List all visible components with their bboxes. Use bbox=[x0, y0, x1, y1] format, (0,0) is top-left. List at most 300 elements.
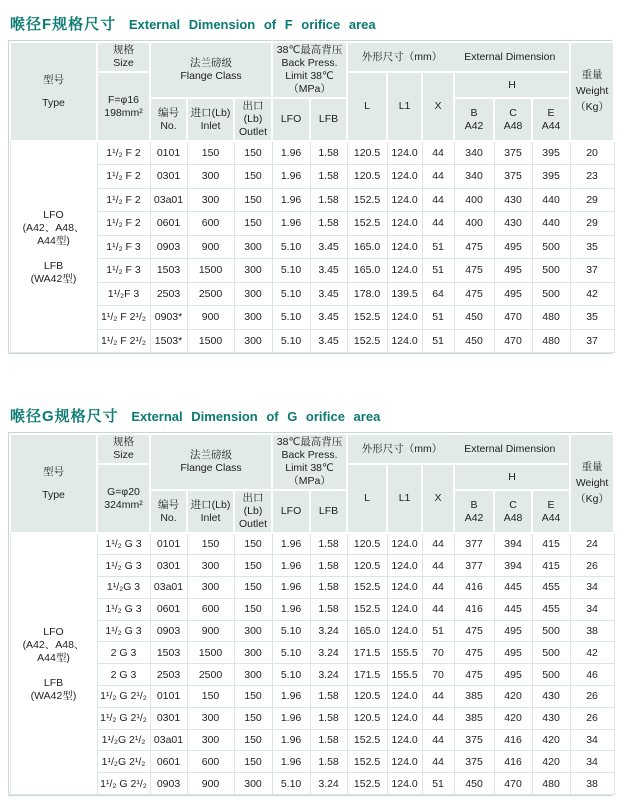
col-header-size bbox=[97, 42, 150, 72]
spec-cell: 150 bbox=[234, 577, 272, 599]
spec-cell: 400 bbox=[454, 188, 494, 212]
spec-cell: 900 bbox=[187, 620, 234, 642]
weight-unit-label: （Kg） bbox=[575, 101, 609, 113]
size-cell: 1¹/₂ F 2 bbox=[97, 141, 150, 165]
spec-cell: 1.58 bbox=[310, 555, 347, 577]
spec-cell: 120.5 bbox=[347, 686, 387, 708]
spec-cell: 495 bbox=[494, 235, 532, 259]
spec-cell: 44 bbox=[422, 188, 454, 212]
spec-cell: 150 bbox=[234, 707, 272, 729]
spec-row bbox=[10, 773, 614, 795]
spec-cell: 124.0 bbox=[387, 620, 422, 642]
spec-cell: 44 bbox=[422, 686, 454, 708]
spec-cell: 470 bbox=[494, 329, 532, 353]
spec-cell: 0601 bbox=[150, 751, 187, 773]
col-header-l: L bbox=[347, 464, 387, 533]
spec-cell: 900 bbox=[187, 773, 234, 795]
spec-cell: 03a01 bbox=[150, 577, 187, 599]
b-sub-label: A42 bbox=[464, 511, 484, 524]
size-value-line1: F=φ16 bbox=[107, 93, 140, 106]
spec-cell: 416 bbox=[494, 751, 532, 773]
flange-label-en: Flange Class bbox=[180, 70, 242, 82]
spec-cell: 495 bbox=[494, 282, 532, 306]
spec-cell: 2503 bbox=[150, 282, 187, 306]
dims-label-en: External Dimension bbox=[464, 50, 556, 63]
spec-cell: 300 bbox=[187, 165, 234, 189]
col-header-l: L bbox=[347, 72, 387, 141]
size-cell: 1¹/₂ F 2 bbox=[97, 188, 150, 212]
spec-cell: 2500 bbox=[187, 282, 234, 306]
spec-cell: 124.0 bbox=[387, 212, 422, 236]
spec-cell: 1.96 bbox=[272, 555, 310, 577]
spec-cell: 35 bbox=[570, 306, 614, 330]
spec-cell: 124.0 bbox=[387, 686, 422, 708]
backpress-line: Limit 38℃ bbox=[285, 70, 334, 82]
spec-row bbox=[10, 686, 614, 708]
spec-cell: 34 bbox=[570, 598, 614, 620]
type-cell bbox=[10, 141, 97, 353]
spec-cell: 124.0 bbox=[387, 577, 422, 599]
spec-cell: 416 bbox=[454, 577, 494, 599]
spec-cell: 420 bbox=[494, 707, 532, 729]
spec-cell: 152.5 bbox=[347, 306, 387, 330]
f-orifice-table-wrap bbox=[8, 40, 612, 354]
spec-cell: 37 bbox=[570, 329, 614, 353]
size-label-zh: 规格 bbox=[113, 44, 134, 56]
spec-cell: 120.5 bbox=[347, 533, 387, 555]
spec-cell: 5.10 bbox=[272, 664, 310, 686]
type-label: LFO (A42、A48、 A44型) bbox=[22, 208, 85, 247]
size-cell: 1¹/₂ G 3 bbox=[97, 620, 150, 642]
spec-cell: 34 bbox=[570, 729, 614, 751]
no-label-en: No. bbox=[160, 511, 177, 524]
spec-cell: 455 bbox=[532, 598, 570, 620]
spec-row bbox=[10, 729, 614, 751]
col-header-inlet bbox=[187, 98, 234, 141]
spec-cell: 0301 bbox=[150, 555, 187, 577]
spec-cell: 500 bbox=[532, 620, 570, 642]
spec-cell: 450 bbox=[454, 773, 494, 795]
spec-cell: 0601 bbox=[150, 212, 187, 236]
col-header-l1: L1 bbox=[387, 72, 422, 141]
col-header-lfb: LFB bbox=[310, 98, 347, 141]
section-title-zh: 喉径G规格尺寸 bbox=[10, 408, 119, 425]
spec-cell: 150 bbox=[234, 598, 272, 620]
spec-cell: 1.58 bbox=[310, 212, 347, 236]
spec-cell: 165.0 bbox=[347, 235, 387, 259]
type-label-en: Type bbox=[42, 488, 65, 501]
col-header-no bbox=[150, 490, 187, 533]
inlet-label-en: Inlet bbox=[200, 119, 221, 132]
spec-cell: 44 bbox=[422, 212, 454, 236]
spec-cell: 300 bbox=[234, 642, 272, 664]
col-header-x: X bbox=[422, 72, 454, 141]
size-label-en: Size bbox=[113, 449, 134, 461]
spec-cell: 0903 bbox=[150, 620, 187, 642]
flange-label-zh: 法兰磅级 bbox=[190, 57, 233, 69]
spec-row bbox=[10, 533, 614, 555]
col-header-external-dimension bbox=[347, 434, 570, 464]
g-orifice-table bbox=[9, 433, 615, 795]
col-header-b-a42 bbox=[454, 490, 494, 533]
spec-cell: 430 bbox=[532, 707, 570, 729]
spec-row bbox=[10, 235, 614, 259]
spec-cell: 152.5 bbox=[347, 751, 387, 773]
spec-cell: 150 bbox=[187, 533, 234, 555]
col-header-external-dimension bbox=[347, 42, 570, 72]
spec-cell: 165.0 bbox=[347, 620, 387, 642]
spec-cell: 2500 bbox=[187, 664, 234, 686]
spec-row bbox=[10, 329, 614, 353]
col-header-weight bbox=[570, 42, 614, 141]
spec-cell: 165.0 bbox=[347, 259, 387, 283]
spec-cell: 1.96 bbox=[272, 729, 310, 751]
spec-cell: 400 bbox=[454, 212, 494, 236]
type-cell bbox=[10, 533, 97, 795]
e-label: E bbox=[547, 106, 555, 119]
spec-cell: 1503 bbox=[150, 642, 187, 664]
spec-cell: 0601 bbox=[150, 598, 187, 620]
size-cell: 1¹/₂ F 3 bbox=[97, 235, 150, 259]
outlet-label-zh: 出口(Lb) bbox=[242, 100, 264, 125]
section-title-en: External Dimension of F orifice area bbox=[128, 17, 376, 32]
spec-cell: 1.58 bbox=[310, 165, 347, 189]
spec-cell: 300 bbox=[187, 188, 234, 212]
spec-cell: 26 bbox=[570, 686, 614, 708]
spec-cell: 300 bbox=[234, 329, 272, 353]
col-header-type bbox=[10, 434, 97, 533]
spec-cell: 600 bbox=[187, 751, 234, 773]
c-sub-label: A48 bbox=[503, 511, 523, 524]
g-orifice-table-wrap bbox=[8, 432, 612, 796]
size-value-line2: 324mm² bbox=[104, 498, 143, 511]
spec-cell: 124.0 bbox=[387, 306, 422, 330]
spec-cell: 3.24 bbox=[310, 773, 347, 795]
spec-cell: 152.5 bbox=[347, 212, 387, 236]
spec-cell: 1.96 bbox=[272, 188, 310, 212]
spec-row bbox=[10, 642, 614, 664]
type-label: LFB (WA42型) bbox=[30, 676, 77, 702]
spec-cell: 03a01 bbox=[150, 188, 187, 212]
spec-cell: 150 bbox=[234, 751, 272, 773]
spec-cell: 152.5 bbox=[347, 598, 387, 620]
spec-cell: 139.5 bbox=[387, 282, 422, 306]
backpress-line: （MPa） bbox=[288, 475, 331, 487]
spec-cell: 44 bbox=[422, 729, 454, 751]
spec-cell: 124.0 bbox=[387, 707, 422, 729]
spec-cell: 120.5 bbox=[347, 165, 387, 189]
spec-cell: 124.0 bbox=[387, 751, 422, 773]
col-header-type bbox=[10, 42, 97, 141]
spec-cell: 51 bbox=[422, 773, 454, 795]
spec-cell: 440 bbox=[532, 212, 570, 236]
dims-label-zh: 外形尺寸（mm） bbox=[361, 442, 443, 455]
spec-cell: 120.5 bbox=[347, 141, 387, 165]
spec-cell: 0101 bbox=[150, 141, 187, 165]
spec-cell: 46 bbox=[570, 664, 614, 686]
spec-cell: 5.10 bbox=[272, 259, 310, 283]
col-header-weight bbox=[570, 434, 614, 533]
spec-cell: 430 bbox=[494, 188, 532, 212]
size-value-cell bbox=[97, 72, 150, 141]
spec-cell: 385 bbox=[454, 686, 494, 708]
spec-cell: 1.96 bbox=[272, 533, 310, 555]
size-cell: 1¹/₂ F 2 bbox=[97, 165, 150, 189]
col-header-outlet bbox=[234, 98, 272, 141]
weight-label-en: Weight bbox=[575, 85, 609, 97]
outlet-label-en: Outlet bbox=[239, 518, 268, 530]
spec-cell: 470 bbox=[494, 773, 532, 795]
spec-cell: 500 bbox=[532, 259, 570, 283]
spec-cell: 5.10 bbox=[272, 329, 310, 353]
col-header-flange-class bbox=[150, 42, 272, 98]
spec-cell: 500 bbox=[532, 235, 570, 259]
size-cell: 1¹/₂ G 3 bbox=[97, 555, 150, 577]
col-header-lfo: LFO bbox=[272, 98, 310, 141]
spec-cell: 51 bbox=[422, 329, 454, 353]
spec-cell: 178.0 bbox=[347, 282, 387, 306]
spec-cell: 3.45 bbox=[310, 235, 347, 259]
spec-cell: 300 bbox=[234, 306, 272, 330]
spec-cell: 44 bbox=[422, 577, 454, 599]
col-header-no bbox=[150, 98, 187, 141]
spec-cell: 300 bbox=[234, 235, 272, 259]
col-header-flange-class bbox=[150, 434, 272, 490]
size-value-line2: 198mm² bbox=[104, 106, 143, 119]
dims-label-en: External Dimension bbox=[464, 442, 556, 455]
spec-cell: 900 bbox=[187, 235, 234, 259]
section-title-f bbox=[10, 12, 612, 35]
c-label: C bbox=[509, 106, 517, 119]
spec-cell: 155.5 bbox=[387, 664, 422, 686]
spec-cell: 1.58 bbox=[310, 577, 347, 599]
spec-cell: 64 bbox=[422, 282, 454, 306]
spec-row bbox=[10, 212, 614, 236]
spec-cell: 500 bbox=[532, 664, 570, 686]
spec-cell: 51 bbox=[422, 620, 454, 642]
spec-cell: 300 bbox=[187, 577, 234, 599]
backpress-line: 38℃最高背压 bbox=[276, 44, 343, 56]
spec-cell: 0101 bbox=[150, 533, 187, 555]
spec-cell: 150 bbox=[234, 165, 272, 189]
spec-cell: 152.5 bbox=[347, 773, 387, 795]
spec-row bbox=[10, 165, 614, 189]
spec-cell: 124.0 bbox=[387, 729, 422, 751]
col-header-h: H bbox=[454, 72, 570, 98]
spec-cell: 20 bbox=[570, 141, 614, 165]
spec-cell: 155.5 bbox=[387, 642, 422, 664]
spec-row bbox=[10, 188, 614, 212]
spec-cell: 34 bbox=[570, 577, 614, 599]
spec-cell: 480 bbox=[532, 306, 570, 330]
spec-cell: 42 bbox=[570, 282, 614, 306]
spec-cell: 29 bbox=[570, 188, 614, 212]
spec-cell: 475 bbox=[454, 235, 494, 259]
spec-cell: 3.45 bbox=[310, 306, 347, 330]
spec-cell: 51 bbox=[422, 306, 454, 330]
spec-cell: 416 bbox=[494, 729, 532, 751]
weight-label-zh: 重量 bbox=[581, 69, 603, 81]
spec-cell: 26 bbox=[570, 555, 614, 577]
col-header-c-a48 bbox=[494, 98, 532, 141]
spec-cell: 375 bbox=[454, 751, 494, 773]
spec-cell: 300 bbox=[234, 773, 272, 795]
size-cell: 1¹/₂ G 2¹/₂ bbox=[97, 686, 150, 708]
size-cell: 1¹/₂G 2¹/₂ bbox=[97, 729, 150, 751]
spec-cell: 70 bbox=[422, 664, 454, 686]
spec-cell: 455 bbox=[532, 577, 570, 599]
spec-cell: 1.96 bbox=[272, 577, 310, 599]
spec-row bbox=[10, 598, 614, 620]
spec-cell: 480 bbox=[532, 329, 570, 353]
c-sub-label: A48 bbox=[503, 119, 523, 132]
size-label-en: Size bbox=[113, 57, 134, 69]
spec-cell: 475 bbox=[454, 282, 494, 306]
spec-cell: 1500 bbox=[187, 259, 234, 283]
spec-row bbox=[10, 555, 614, 577]
inlet-label-en: Inlet bbox=[200, 511, 221, 524]
spec-cell: 5.10 bbox=[272, 620, 310, 642]
backpress-line: Back Press. bbox=[281, 449, 338, 461]
spec-cell: 152.5 bbox=[347, 188, 387, 212]
section-title-en: External Dimension of G orifice area bbox=[131, 409, 381, 424]
spec-row bbox=[10, 664, 614, 686]
spec-cell: 35 bbox=[570, 235, 614, 259]
spec-cell: 430 bbox=[494, 212, 532, 236]
col-header-b-a42 bbox=[454, 98, 494, 141]
spec-cell: 34 bbox=[570, 751, 614, 773]
spec-cell: 150 bbox=[187, 686, 234, 708]
spec-cell: 150 bbox=[234, 188, 272, 212]
spec-cell: 44 bbox=[422, 751, 454, 773]
spec-cell: 124.0 bbox=[387, 141, 422, 165]
spec-cell: 171.5 bbox=[347, 664, 387, 686]
col-header-e-a44 bbox=[532, 490, 570, 533]
spec-cell: 300 bbox=[234, 664, 272, 686]
col-header-lfo: LFO bbox=[272, 490, 310, 533]
size-cell: 1¹/₂ G 3 bbox=[97, 533, 150, 555]
col-header-e-a44 bbox=[532, 98, 570, 141]
spec-cell: 395 bbox=[532, 141, 570, 165]
spec-cell: 1.96 bbox=[272, 141, 310, 165]
spec-cell: 44 bbox=[422, 165, 454, 189]
spec-cell: 445 bbox=[494, 598, 532, 620]
spec-cell: 124.0 bbox=[387, 165, 422, 189]
spec-cell: 1.96 bbox=[272, 686, 310, 708]
spec-cell: 1.58 bbox=[310, 141, 347, 165]
spec-cell: 5.10 bbox=[272, 306, 310, 330]
spec-cell: 0903 bbox=[150, 235, 187, 259]
spec-cell: 150 bbox=[234, 141, 272, 165]
b-sub-label: A42 bbox=[464, 119, 484, 132]
c-label: C bbox=[509, 498, 517, 511]
spec-row bbox=[10, 620, 614, 642]
spec-cell: 1.58 bbox=[310, 751, 347, 773]
size-cell: 1¹/₂ F 2¹/₂ bbox=[97, 306, 150, 330]
spec-cell: 495 bbox=[494, 620, 532, 642]
e-label: E bbox=[547, 498, 555, 511]
backpress-line: Limit 38℃ bbox=[285, 462, 334, 474]
spec-row bbox=[10, 577, 614, 599]
spec-cell: 29 bbox=[570, 212, 614, 236]
spec-cell: 1500 bbox=[187, 329, 234, 353]
inlet-label-zh: 进口(Lb) bbox=[190, 106, 231, 119]
spec-cell: 450 bbox=[454, 306, 494, 330]
spec-cell: 475 bbox=[454, 259, 494, 283]
weight-unit-label: （Kg） bbox=[575, 493, 609, 505]
spec-cell: 3.45 bbox=[310, 259, 347, 283]
type-label: LFO (A42、A48、 A44型) bbox=[22, 625, 85, 664]
spec-cell: 124.0 bbox=[387, 259, 422, 283]
spec-cell: 26 bbox=[570, 707, 614, 729]
size-cell: 1¹/₂ G 2¹/₂ bbox=[97, 773, 150, 795]
spec-cell: 600 bbox=[187, 598, 234, 620]
type-label-en: Type bbox=[42, 96, 65, 109]
spec-cell: 1.96 bbox=[272, 165, 310, 189]
spec-cell: 44 bbox=[422, 707, 454, 729]
spec-cell: 152.5 bbox=[347, 729, 387, 751]
spec-cell: 2503 bbox=[150, 664, 187, 686]
size-cell: 1¹/₂ F 2¹/₂ bbox=[97, 329, 150, 353]
spec-cell: 900 bbox=[187, 306, 234, 330]
section-title-g bbox=[10, 404, 612, 427]
spec-cell: 152.5 bbox=[347, 329, 387, 353]
spec-cell: 5.10 bbox=[272, 642, 310, 664]
spec-cell: 3.24 bbox=[310, 664, 347, 686]
size-cell: 1¹/₂G 3 bbox=[97, 577, 150, 599]
spec-cell: 44 bbox=[422, 598, 454, 620]
spec-cell: 0903 bbox=[150, 773, 187, 795]
spec-cell: 42 bbox=[570, 642, 614, 664]
spec-cell: 124.0 bbox=[387, 598, 422, 620]
spec-cell: 430 bbox=[532, 686, 570, 708]
spec-cell: 150 bbox=[234, 686, 272, 708]
spec-cell: 375 bbox=[494, 141, 532, 165]
col-header-l1: L1 bbox=[387, 464, 422, 533]
size-cell: 1¹/₂ G 3 bbox=[97, 598, 150, 620]
spec-cell: 420 bbox=[532, 729, 570, 751]
f-orifice-section bbox=[8, 12, 612, 354]
flange-label-en: Flange Class bbox=[180, 462, 242, 474]
spec-cell: 120.5 bbox=[347, 555, 387, 577]
spec-cell: 51 bbox=[422, 235, 454, 259]
col-header-back-pressure bbox=[272, 434, 347, 490]
spec-cell: 420 bbox=[532, 751, 570, 773]
spec-cell: 1.96 bbox=[272, 707, 310, 729]
spec-cell: 23 bbox=[570, 165, 614, 189]
spec-cell: 415 bbox=[532, 533, 570, 555]
spec-cell: 3.45 bbox=[310, 329, 347, 353]
size-label-zh: 规格 bbox=[113, 436, 134, 448]
spec-cell: 300 bbox=[234, 620, 272, 642]
spec-cell: 3.24 bbox=[310, 642, 347, 664]
spec-cell: 44 bbox=[422, 555, 454, 577]
col-header-size bbox=[97, 434, 150, 464]
size-cell: 1¹/₂F 3 bbox=[97, 282, 150, 306]
spec-cell: 1.58 bbox=[310, 598, 347, 620]
flange-label-zh: 法兰磅级 bbox=[190, 449, 233, 461]
spec-cell: 150 bbox=[234, 729, 272, 751]
spec-cell: 300 bbox=[187, 555, 234, 577]
spec-cell: 445 bbox=[494, 577, 532, 599]
col-header-back-pressure bbox=[272, 42, 347, 98]
spec-cell: 475 bbox=[454, 642, 494, 664]
spec-cell: 500 bbox=[532, 282, 570, 306]
spec-cell: 1.58 bbox=[310, 533, 347, 555]
spec-cell: 51 bbox=[422, 259, 454, 283]
spec-cell: 38 bbox=[570, 620, 614, 642]
spec-cell: 38 bbox=[570, 773, 614, 795]
